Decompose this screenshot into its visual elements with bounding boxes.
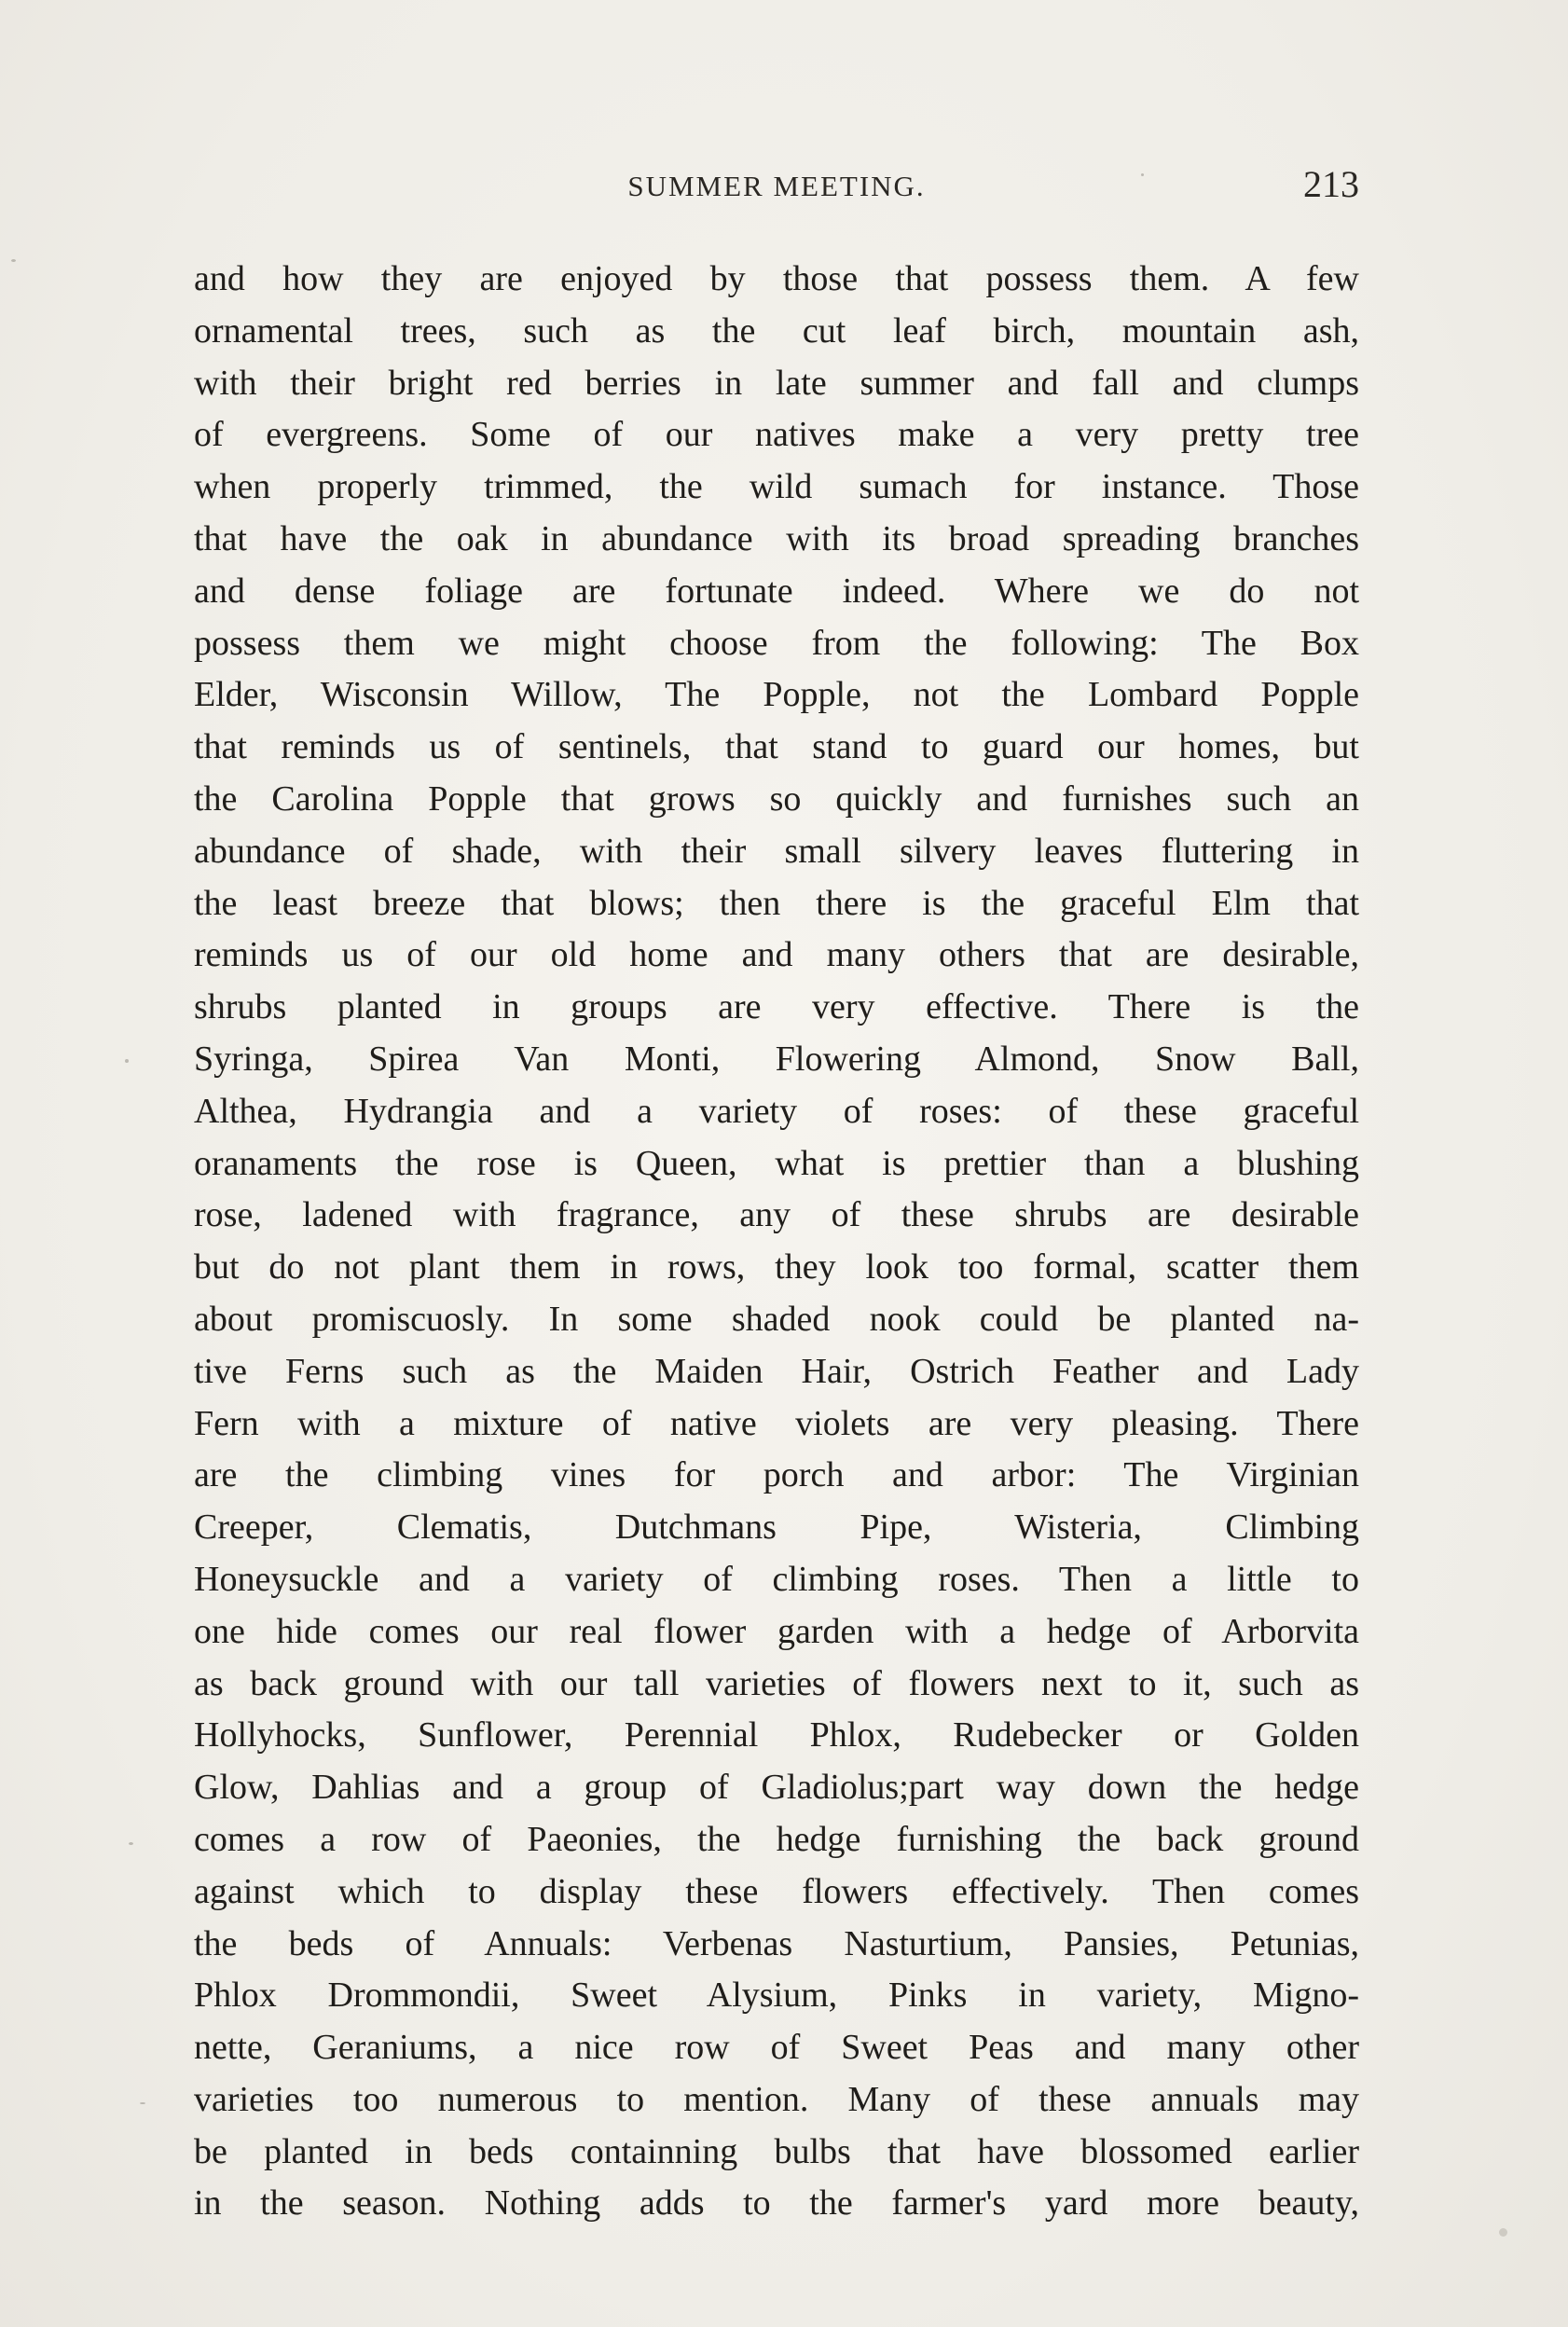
text-line: of evergreens. Some of our natives make a very pretty tree	[194, 415, 1359, 455]
text-line: Phlox Drommondii, Sweet Alysium, Pinks in variety, Migno-	[194, 1976, 1359, 2016]
text-line: shrubs planted in groups are very effective. There is the	[194, 987, 1359, 1027]
paper-speck	[1499, 2228, 1507, 2237]
text-line: varieties too numerous to mention. Many of these annuals may	[194, 2079, 1359, 2119]
text-line: are the climbing vines for porch and arbor: The Virginian	[194, 1455, 1359, 1495]
running-header	[194, 160, 1359, 216]
text-line: that reminds us of sentinels, that stand to guard our homes, but	[194, 727, 1359, 767]
text-line: the Carolina Popple that grows so quickly and furnishes such an	[194, 778, 1359, 819]
running-head-title: SUMMER MEETING.	[627, 170, 926, 202]
text-line: about promiscuosly. In some shaded nook could be planted na-	[194, 1299, 1359, 1339]
paper-speck	[140, 2102, 145, 2104]
text-line: oranaments the rose is Queen, what is prettier than a blushing	[194, 1143, 1359, 1183]
paper-speck	[1141, 173, 1144, 176]
text-line: abundance of shade, with their small silvery leaves fluttering in	[194, 831, 1359, 871]
text-line: but do not plant them in rows, they look too formal, scatter them	[194, 1247, 1359, 1287]
text-line: Fern with a mixture of native violets are very pleasing. There	[194, 1403, 1359, 1443]
text-line: Elder, Wisconsin Willow, The Popple, not the Lombard Popple	[194, 675, 1359, 715]
text-line: Syringa, Spirea Van Monti, Flowering Almond, Snow Ball,	[194, 1039, 1359, 1079]
text-line: ornamental trees, such as the cut leaf birch, mountain ash,	[194, 310, 1359, 351]
text-line: Glow, Dahlias and a group of Gladiolus;part way down the hedge	[194, 1768, 1359, 1808]
text-line: nette, Geraniums, a nice row of Sweet Peas and many other	[194, 2028, 1359, 2068]
text-line: Honeysuckle and a variety of climbing roses. Then a little to	[194, 1559, 1359, 1599]
body-text	[194, 254, 1359, 2230]
text-line: the beds of Annuals: Verbenas Nasturtium, Pansies, Petunias,	[194, 1923, 1359, 1963]
text-line: as back ground with our tall varieties of flowers next to it, such as	[194, 1663, 1359, 1703]
text-line: be planted in beds containning bulbs that have blossomed earlier	[194, 2131, 1359, 2171]
text-line: with their bright red berries in late summer and fall and clumps	[194, 363, 1359, 403]
text-line: one hide comes our real flower garden with a hedge of Arborvita	[194, 1611, 1359, 1651]
text-line: reminds us of our old home and many others that are desirable,	[194, 935, 1359, 975]
text-line: against which to display these flowers effectively. Then comes	[194, 1871, 1359, 1911]
text-line: the least breeze that blows; then there is the graceful Elm that	[194, 883, 1359, 923]
text-line: Creeper, Clematis, Dutchmans Pipe, Wisteria, Climbing	[194, 1508, 1359, 1548]
paper-speck	[11, 259, 16, 262]
text-line: and how they are enjoyed by those that possess them. A few	[194, 259, 1359, 298]
text-line: possess them we might choose from the following: The Box	[194, 623, 1359, 663]
text-line: that have the oak in abundance with its broad spreading branches	[194, 518, 1359, 558]
page-number: 213	[1303, 163, 1359, 205]
paper-speck	[125, 1059, 129, 1063]
text-line: comes a row of Paeonies, the hedge furnishing the back ground	[194, 1819, 1359, 1859]
text-line: Hollyhocks, Sunflower, Perennial Phlox, Rudebecker or Golden	[194, 1715, 1359, 1756]
text-line: when properly trimmed, the wild sumach for instance. Those	[194, 467, 1359, 507]
text-line: and dense foliage are fortunate indeed. Where we do not	[194, 571, 1359, 611]
text-line: rose, ladened with fragrance, any of these shrubs are desirable	[194, 1195, 1359, 1235]
text-line: in the season. Nothing adds to the farmer's yard more beauty,	[194, 2183, 1359, 2224]
paper-speck	[129, 1842, 133, 1845]
text-line: tive Ferns such as the Maiden Hair, Ostrich Feather and Lady	[194, 1351, 1359, 1391]
text-line: Althea, Hydrangia and a variety of roses: of these graceful	[194, 1091, 1359, 1131]
